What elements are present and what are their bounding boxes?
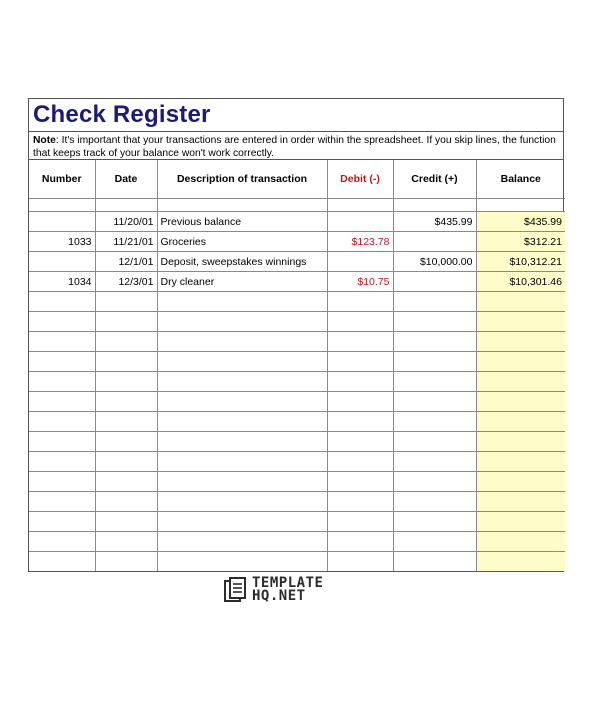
- table-row: [29, 372, 565, 392]
- column-header-date: Date: [95, 160, 157, 199]
- cell-description[interactable]: [157, 332, 327, 352]
- cell-description[interactable]: [157, 292, 327, 312]
- cell-debit[interactable]: [327, 352, 393, 372]
- cell-balance[interactable]: $435.99: [476, 212, 565, 232]
- spacer-cell: [327, 199, 393, 212]
- table-row: [29, 532, 565, 552]
- table-row: [29, 452, 565, 472]
- table-row: [29, 552, 565, 572]
- cell-description[interactable]: [157, 432, 327, 452]
- cell-date[interactable]: 12/1/01: [95, 252, 157, 272]
- document-stack-icon: [224, 577, 248, 603]
- table-row: [29, 232, 565, 252]
- cell-date[interactable]: [95, 552, 157, 572]
- cell-date[interactable]: [95, 312, 157, 332]
- cell-credit[interactable]: [393, 392, 476, 412]
- cell-debit[interactable]: [327, 312, 393, 332]
- cell-number[interactable]: [29, 352, 95, 372]
- templatehq-logo: [224, 577, 323, 603]
- table-row: [29, 252, 565, 272]
- cell-date[interactable]: [95, 292, 157, 312]
- cell-balance[interactable]: [476, 312, 565, 332]
- table-row: [29, 412, 565, 432]
- cell-date[interactable]: [95, 472, 157, 492]
- cell-balance[interactable]: [476, 392, 565, 412]
- page-title: Check Register: [33, 101, 211, 128]
- cell-number[interactable]: [29, 472, 95, 492]
- cell-credit[interactable]: [393, 232, 476, 252]
- note: [29, 132, 563, 160]
- cell-debit[interactable]: [327, 332, 393, 352]
- cell-credit[interactable]: [393, 532, 476, 552]
- cell-debit[interactable]: [327, 492, 393, 512]
- cell-debit[interactable]: [327, 452, 393, 472]
- cell-number[interactable]: [29, 252, 95, 272]
- spacer-cell: [476, 199, 565, 212]
- cell-date[interactable]: [95, 392, 157, 412]
- cell-balance[interactable]: [476, 552, 565, 572]
- header-row: [29, 160, 565, 199]
- cell-balance[interactable]: [476, 472, 565, 492]
- cell-date[interactable]: [95, 372, 157, 392]
- cell-description[interactable]: [157, 552, 327, 572]
- cell-debit[interactable]: $123.78: [327, 232, 393, 252]
- cell-date[interactable]: [95, 352, 157, 372]
- cell-credit[interactable]: [393, 452, 476, 472]
- cell-number[interactable]: 1034: [29, 272, 95, 292]
- cell-description[interactable]: [157, 412, 327, 432]
- logo-text: [252, 577, 323, 603]
- cell-debit[interactable]: [327, 432, 393, 452]
- spacer-cell: [157, 199, 327, 212]
- cell-number[interactable]: [29, 552, 95, 572]
- cell-number[interactable]: [29, 332, 95, 352]
- cell-number[interactable]: [29, 292, 95, 312]
- cell-description[interactable]: [157, 372, 327, 392]
- cell-credit[interactable]: $435.99: [393, 212, 476, 232]
- cell-balance[interactable]: [476, 432, 565, 452]
- cell-debit[interactable]: [327, 512, 393, 532]
- table-row: [29, 212, 565, 232]
- column-header-description: Description of transaction: [157, 160, 327, 199]
- cell-number[interactable]: [29, 392, 95, 412]
- cell-balance[interactable]: [476, 292, 565, 312]
- note-text: : It's important that your transactions are entered in order within the spreadsheet. If you skip lines, the function that keeps track of your balance won't work correctly.: [33, 135, 556, 159]
- table-row: [29, 332, 565, 352]
- cell-description[interactable]: Groceries: [157, 232, 327, 252]
- cell-number[interactable]: [29, 412, 95, 432]
- table-row: [29, 312, 565, 332]
- cell-credit[interactable]: [393, 272, 476, 292]
- cell-debit[interactable]: [327, 212, 393, 232]
- spacer-cell: [393, 199, 476, 212]
- cell-description[interactable]: [157, 452, 327, 472]
- cell-balance[interactable]: $10,312.21: [476, 252, 565, 272]
- cell-balance[interactable]: [476, 532, 565, 552]
- cell-balance[interactable]: [476, 372, 565, 392]
- cell-description[interactable]: [157, 472, 327, 492]
- cell-debit[interactable]: [327, 392, 393, 412]
- cell-balance[interactable]: [476, 492, 565, 512]
- cell-date[interactable]: [95, 452, 157, 472]
- register-table: [29, 160, 565, 571]
- cell-balance[interactable]: [476, 332, 565, 352]
- cell-date[interactable]: 12/3/01: [95, 272, 157, 292]
- cell-number[interactable]: [29, 212, 95, 232]
- table-row: [29, 432, 565, 452]
- table-row: [29, 492, 565, 512]
- cell-credit[interactable]: [393, 412, 476, 432]
- cell-credit[interactable]: [393, 312, 476, 332]
- cell-debit[interactable]: [327, 412, 393, 432]
- cell-balance[interactable]: $10,301.46: [476, 272, 565, 292]
- spacer-cell: [29, 199, 95, 212]
- cell-description[interactable]: [157, 392, 327, 412]
- cell-number[interactable]: [29, 432, 95, 452]
- cell-number[interactable]: 1033: [29, 232, 95, 252]
- logo-line-1: TEMPLATE: [252, 575, 324, 591]
- column-header-balance: Balance: [476, 160, 565, 199]
- cell-number[interactable]: [29, 372, 95, 392]
- cell-credit[interactable]: $10,000.00: [393, 252, 476, 272]
- cell-credit[interactable]: [393, 552, 476, 572]
- table-row: [29, 272, 565, 292]
- cell-description[interactable]: Dry cleaner: [157, 272, 327, 292]
- cell-credit[interactable]: [393, 352, 476, 372]
- cell-credit[interactable]: [393, 332, 476, 352]
- cell-date[interactable]: [95, 532, 157, 552]
- table-row: [29, 472, 565, 492]
- table-row: [29, 352, 565, 372]
- cell-debit[interactable]: $10.75: [327, 272, 393, 292]
- cell-description[interactable]: [157, 532, 327, 552]
- cell-credit[interactable]: [393, 432, 476, 452]
- cell-debit[interactable]: [327, 252, 393, 272]
- cell-debit[interactable]: [327, 472, 393, 492]
- spacer-row: [29, 199, 565, 212]
- spacer-cell: [95, 199, 157, 212]
- cell-date[interactable]: 11/21/01: [95, 232, 157, 252]
- logo-line-2: HQ.NET: [252, 588, 306, 604]
- cell-date[interactable]: [95, 412, 157, 432]
- cell-description[interactable]: [157, 312, 327, 332]
- table-row: [29, 512, 565, 532]
- cell-debit[interactable]: [327, 372, 393, 392]
- title-row: [29, 99, 563, 132]
- cell-balance[interactable]: [476, 452, 565, 472]
- cell-date[interactable]: [95, 332, 157, 352]
- cell-credit[interactable]: [393, 372, 476, 392]
- cell-description[interactable]: Deposit, sweepstakes winnings: [157, 252, 327, 272]
- cell-balance[interactable]: $312.21: [476, 232, 565, 252]
- cell-description[interactable]: [157, 512, 327, 532]
- cell-number[interactable]: [29, 512, 95, 532]
- cell-credit[interactable]: [393, 292, 476, 312]
- cell-description[interactable]: [157, 492, 327, 512]
- table-row: [29, 392, 565, 412]
- cell-balance[interactable]: [476, 352, 565, 372]
- note-label: Note: [33, 135, 56, 146]
- cell-description[interactable]: [157, 352, 327, 372]
- cell-number[interactable]: [29, 532, 95, 552]
- cell-number[interactable]: [29, 492, 95, 512]
- column-header-debit: Debit (-): [327, 160, 393, 199]
- table-row: [29, 292, 565, 312]
- cell-number[interactable]: [29, 452, 95, 472]
- cell-description[interactable]: Previous balance: [157, 212, 327, 232]
- cell-credit[interactable]: [393, 492, 476, 512]
- cell-balance[interactable]: [476, 412, 565, 432]
- cell-date[interactable]: [95, 432, 157, 452]
- column-header-number: Number: [29, 160, 95, 199]
- cell-debit[interactable]: [327, 532, 393, 552]
- check-register-sheet: [28, 98, 564, 572]
- cell-credit[interactable]: [393, 512, 476, 532]
- column-header-credit: Credit (+): [393, 160, 476, 199]
- cell-debit[interactable]: [327, 292, 393, 312]
- cell-balance[interactable]: [476, 512, 565, 532]
- cell-debit[interactable]: [327, 552, 393, 572]
- cell-date[interactable]: [95, 492, 157, 512]
- cell-credit[interactable]: [393, 472, 476, 492]
- cell-date[interactable]: [95, 512, 157, 532]
- cell-date[interactable]: 11/20/01: [95, 212, 157, 232]
- cell-number[interactable]: [29, 312, 95, 332]
